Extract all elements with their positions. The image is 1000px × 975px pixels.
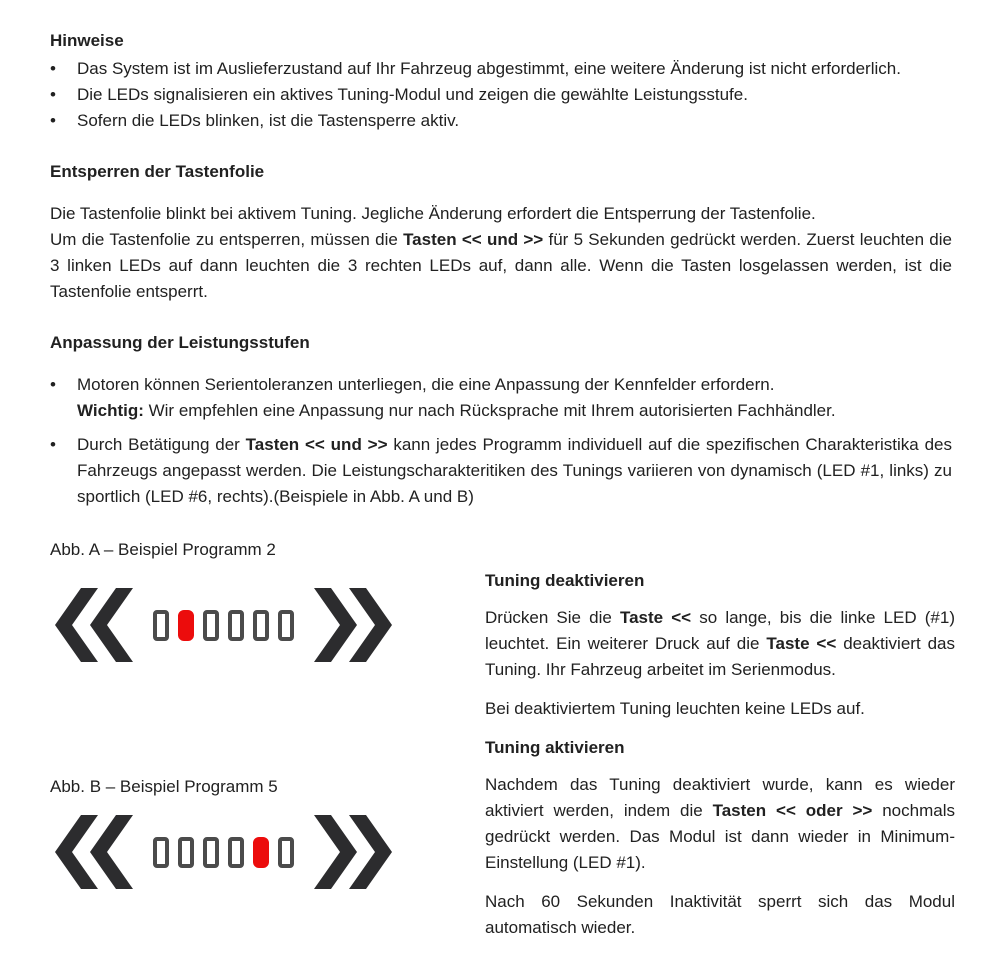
list-item-text xyxy=(77,372,952,424)
list-item xyxy=(50,432,952,510)
entsperren-intro-paragraph: Die Tastenfolie blinkt bei aktivem Tuning. Jegliche Änderung erfordert die Entsperrung der Tastenfolie. xyxy=(50,204,816,223)
anpassung-bullet1-line2: Wichtig: Wir empfehlen eine Anpassung nur nach Rücksprache mit Ihrem autorisierten Fachhändler. xyxy=(77,401,836,420)
led-1 xyxy=(153,837,169,868)
tuning-aktivieren-note: Nach 60 Sekunden Inaktivität sperrt sich das Modul automatisch wieder. xyxy=(485,892,955,937)
anpassung-heading: Anpassung der Leistungsstufen xyxy=(50,333,310,352)
tuning-deaktivieren-note: Bei deaktiviertem Tuning leuchten keine LEDs auf. xyxy=(485,699,865,718)
list-item xyxy=(50,108,952,134)
list-item-text: Die LEDs signalisieren ein aktives Tuning-Modul und zeigen die gewählte Leistungsstufe. xyxy=(77,85,748,104)
led-5 xyxy=(253,610,269,641)
led-3 xyxy=(203,610,219,641)
tuning-deaktivieren-heading: Tuning deaktivieren xyxy=(485,571,645,590)
list-item-text: Sofern die LEDs blinken, ist die Tastensperre aktiv. xyxy=(77,111,460,130)
tuning-aktivieren-paragraph: Nachdem das Tuning deaktiviert wurde, kann es wieder aktiviert werden, indem die Tasten << oder >> nochmals gedrückt werden. Das Modul ist dann wieder in Minimum-Einstellung (LED #1). xyxy=(485,775,955,872)
tuning-deaktivieren-paragraph: Drücken Sie die Taste << so lange, bis die linke LED (#1) leuchtet. Ein weiterer Druck auf die Taste << deaktiviert das Tuning. Ihr Fahrzeug arbeitet im Serienmodus. xyxy=(485,608,955,679)
double-chevron-left-icon xyxy=(55,815,133,889)
led-4 xyxy=(228,610,244,641)
figure-b-label: Abb. B – Beispiel Programm 5 xyxy=(50,777,278,796)
tuning-instructions-column xyxy=(485,568,955,941)
anpassung-bullet2-text: Durch Betätigung der Tasten << und >> kann jedes Programm individuell auf die spezifischen Charakteristika des Fahrzeugs angepasst werden. Die Leistungscharakteritiken des Tunings variieren von dynamisch (LED #1, links) zu sportlich (LED #6, rechts).(Beispiele in Abb. A und B) xyxy=(77,435,952,506)
tuning-aktivieren-heading: Tuning aktivieren xyxy=(485,738,625,757)
double-chevron-right-icon xyxy=(314,588,392,662)
bullet-icon: • xyxy=(50,59,56,78)
led-5-active xyxy=(253,837,269,868)
figure-a-label: Abb. A – Beispiel Programm 2 xyxy=(50,540,276,559)
list-item xyxy=(50,372,952,424)
entsperren-paragraph: Um die Tastenfolie zu entsperren, müssen die Tasten << und >> für 5 Sekunden gedrückt werden. Zuerst leuchten die 3 linken LEDs auf dann leuchten die 3 rechten LEDs auf, dann alle. Wenn die Tasten losgelassen werden, ist die Tastenfolie entsperrt. xyxy=(50,230,952,301)
bullet-icon: • xyxy=(50,375,56,394)
double-chevron-right-icon xyxy=(314,815,392,889)
bullet-icon: • xyxy=(50,435,56,454)
hinweise-bullet-list xyxy=(50,56,952,134)
bullet-icon: • xyxy=(50,111,56,130)
led-2 xyxy=(178,837,194,868)
list-item-text: Das System ist im Auslieferzustand auf Ihr Fahrzeug abgestimmt, eine weitere Änderung ist nicht erforderlich. xyxy=(77,59,901,78)
hinweise-heading: Hinweise xyxy=(50,31,124,50)
examples-section xyxy=(50,510,955,947)
list-item xyxy=(50,56,952,82)
led-1 xyxy=(153,610,169,641)
led-3 xyxy=(203,837,219,868)
figure-b-led-display xyxy=(55,815,392,889)
led-strip-a xyxy=(153,610,294,641)
led-6 xyxy=(278,837,294,868)
led-strip-b xyxy=(153,837,294,868)
led-2-active xyxy=(178,610,194,641)
bullet-icon: • xyxy=(50,85,56,104)
list-item xyxy=(50,82,952,108)
led-4 xyxy=(228,837,244,868)
anpassung-bullet-list xyxy=(50,372,952,510)
figure-a-led-display xyxy=(55,588,392,662)
entsperren-heading: Entsperren der Tastenfolie xyxy=(50,162,265,181)
double-chevron-left-icon xyxy=(55,588,133,662)
anpassung-bullet1-line1: Motoren können Serientoleranzen unterliegen, die eine Anpassung der Kennfelder erfordern. xyxy=(77,375,775,394)
led-6 xyxy=(278,610,294,641)
